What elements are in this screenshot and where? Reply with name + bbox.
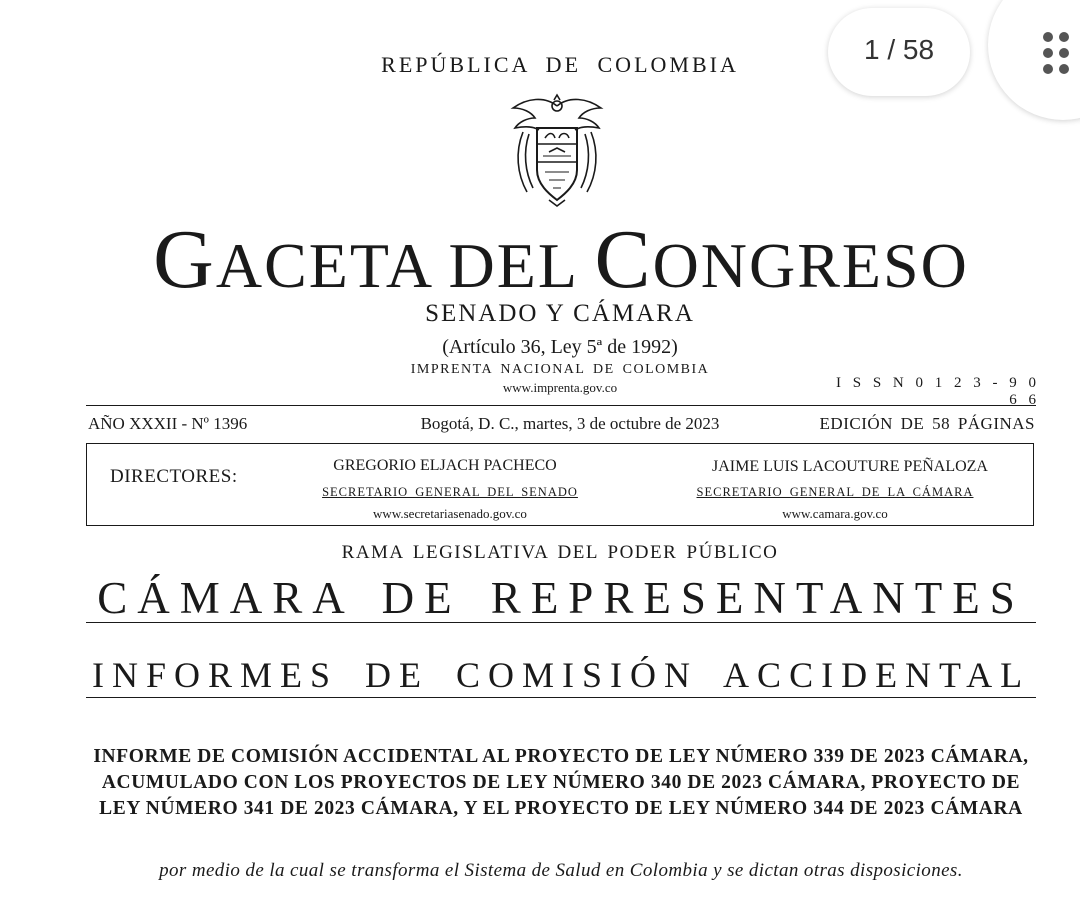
issue-date: Bogotá, D. C., martes, 3 de octubre de 2023 [420,414,720,433]
director-role-senate: SECRETARIO GENERAL DEL SENADO [322,485,578,499]
director-name-senate: GREGORIO ELJACH PACHECO [333,457,557,474]
chamber-heading: CÁMARA DE REPRESENTANTES [97,573,1025,623]
directors-label: DIRECTORES: [110,466,238,487]
masthead-divider [86,405,1036,406]
coat-of-arms-icon [505,92,609,208]
law-reference: (Artículo 36, Ley 5ª de 1992) [442,336,678,358]
director-url-senate[interactable]: www.secretariasenado.gov.co [373,506,527,521]
grid-dots-icon[interactable] [1041,30,1071,76]
gazette-title [86,212,1036,314]
publisher-label: IMPRENTA NACIONAL DE COLOMBIA [410,362,710,377]
director-url-chamber[interactable]: www.camara.gov.co [782,506,888,521]
republic-label: REPÚBLICA DE COLOMBIA [381,52,739,77]
title-initial-g: G [153,213,216,306]
gazette-subtitle: SENADO Y CÁMARA [425,300,695,327]
branch-label: RAMA LEGISLATIVA DEL PODER PÚBLICO [341,542,779,563]
publisher-url: www.imprenta.gov.co [502,380,618,395]
document-subject: por medio de la cual se transforma el Sistema de Salud en Colombia y se dictan otras disposiciones. [159,860,963,881]
title-part-del: DEL [448,230,595,301]
title-initial-c: C [594,213,653,306]
issn-label: I S S N 0 1 2 3 - 9 0 6 6 [835,375,1040,408]
title-part-aceta: ACETA [215,230,449,301]
category-heading-wrap [86,654,1036,696]
chamber-divider [86,622,1036,623]
category-heading: INFORMES DE COMISIÓN ACCIDENTAL [86,655,1036,698]
edition-pages: EDICIÓN DE 58 PÁGINAS [819,414,1035,433]
document-heading: INFORME DE COMISIÓN ACCIDENTAL AL PROYECTO DE LEY NÚMERO 339 DE 2023 CÁMARA, ACUMULADO CON LOS PROYECTOS DE LEY NÚMERO 340 DE 2023 CÁMARA, PROYECTO DE LEY NÚMERO 341 DE 2023 CÁMARA, Y EL PROYECTO DE LEY NÚMERO 344 DE 2023 CÁMARA [93,746,1029,819]
title-part-ongreso: ONGRESO [652,230,969,301]
issue-number: AÑO XXXII - Nº 1396 [88,414,248,433]
page-counter: 1 / 58 [863,34,935,65]
director-name-chamber: JAIME LUIS LACOUTURE PEÑALOZA [712,458,988,475]
director-role-chamber: SECRETARIO GENERAL DE LA CÁMARA [696,485,974,499]
